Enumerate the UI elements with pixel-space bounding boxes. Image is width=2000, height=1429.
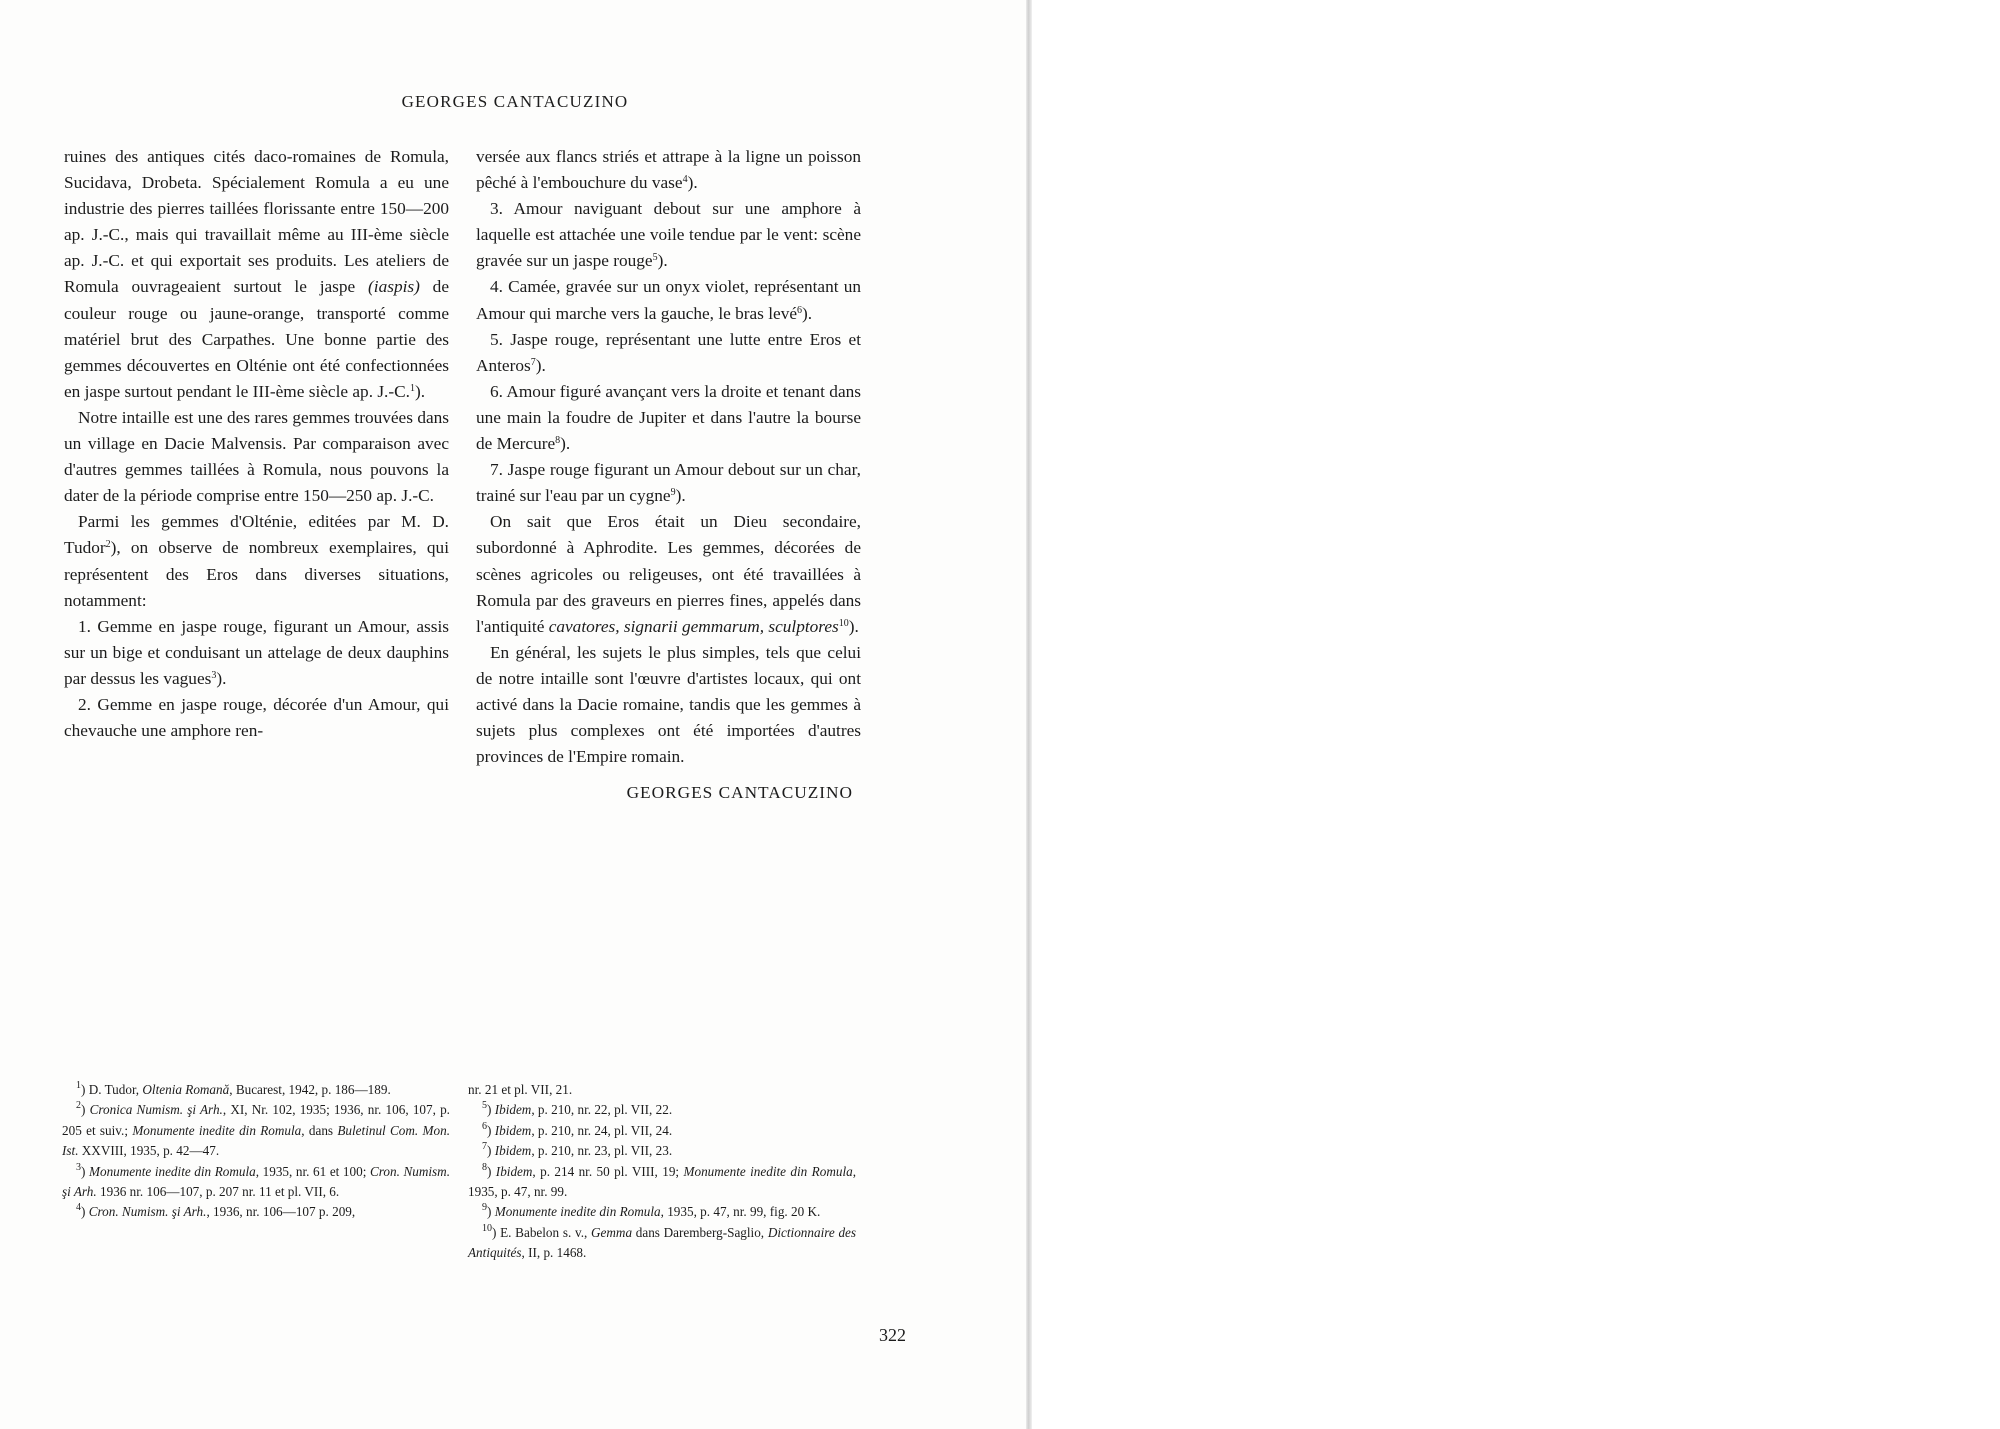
text-run: ). xyxy=(414,381,426,401)
text-run: 4. Camée, gravée sur un onyx violet, représentant un Amour qui marche vers la gauche, le bras levé xyxy=(476,277,861,323)
footnote-ref: 9 xyxy=(670,487,676,499)
footnote xyxy=(62,1100,450,1161)
footnote xyxy=(62,1162,450,1203)
text-run: dans Daremberg-Saglio, xyxy=(632,1224,768,1240)
paragraph xyxy=(64,144,449,405)
text-run: ) xyxy=(81,1102,90,1118)
footnote-ref: 10 xyxy=(482,1222,492,1234)
footnotes-right xyxy=(468,1080,856,1264)
italic-text: Monumente inedite din Romula xyxy=(88,1163,256,1179)
text-run: ) xyxy=(487,1204,495,1220)
text-run: ). xyxy=(560,434,571,454)
text-run: 7. Jaspe rouge figurant un Amour debout sur un char, trainé sur l'eau par un cygne xyxy=(476,460,861,506)
footnote-ref: 3 xyxy=(76,1161,81,1173)
footnote-ref: 3 xyxy=(211,669,217,681)
text-run: , p. 210, nr. 22, pl. VII, 22. xyxy=(531,1102,673,1118)
paragraph xyxy=(476,640,861,770)
text-run: ) xyxy=(81,1204,89,1220)
footnote xyxy=(468,1080,856,1100)
footnote xyxy=(468,1141,856,1161)
paragraph xyxy=(476,327,861,379)
italic-text: Cron. Numism. şi Arh. xyxy=(62,1163,450,1200)
text-run: ) xyxy=(487,1143,495,1159)
text-run: ) xyxy=(487,1122,495,1138)
italic-text: Ibidem xyxy=(495,1163,533,1179)
italic-text: Cron. Numism. şi Arh. xyxy=(88,1204,207,1220)
italic-text: (iaspis) xyxy=(368,277,420,297)
text-run: , II, p. 1468. xyxy=(521,1245,587,1261)
paragraph xyxy=(476,144,861,196)
footnote-ref: 2 xyxy=(76,1100,81,1112)
text-run: , 1936, nr. 106—107 p. 209, xyxy=(206,1204,356,1220)
text-run: ruines des antiques cités daco-romaines de Romula, Sucidava, Drobeta. Spécialement Romula a eu une industrie des pierres taillées florissante entre 150—200 ap. J.-C., mais qui travaillait même au III-ème siècle ap. J.-C. et qui exportait ses produits. Les ateliers de Romula ouvrageaient surtout le jaspe xyxy=(64,147,449,297)
author-signature: GEORGES CANTACUZINO xyxy=(626,783,853,803)
footnote xyxy=(468,1223,856,1264)
footnotes-left xyxy=(62,1080,450,1223)
text-run: ) xyxy=(81,1163,89,1179)
footnote-ref: 4 xyxy=(682,174,688,186)
footnote-ref: 7 xyxy=(530,356,536,368)
italic-text: Dictionnaire des Antiquités xyxy=(468,1224,857,1261)
paragraph xyxy=(476,509,861,639)
text-run: , p. 214 nr. 50 pl. VIII, 19; xyxy=(532,1163,684,1179)
text-run: ). xyxy=(675,486,686,506)
paragraph xyxy=(64,614,449,692)
text-run: de couleur rouge ou jaune-orange, transporté comme matériel brut des Carpathes. Une bonne partie des gemmes découvertes en Olténie ont été confectionnées en jaspe surtout pendant le III-ème siècle ap. J.-C. xyxy=(64,277,449,401)
text-run: ). xyxy=(216,668,227,688)
footnote-ref: 5 xyxy=(652,252,658,264)
text-run: Notre intaille est une des rares gemmes trouvées dans un village en Dacie Malvensis. Par comparaison avec d'autres gemmes taillées à Romula, nous pouvons la dater de la période comprise entre 150—250 ap. J.-C. xyxy=(64,407,449,506)
text-run: 1. Gemme en jaspe rouge, figurant un Amour, assis sur un bige et conduisant un attelage de deux dauphins par dessus les vagues xyxy=(64,616,449,688)
text-run: 1936 nr. 106—107, p. 207 nr. 11 et pl. VII, 6. xyxy=(96,1184,340,1200)
text-run: ) E. Babelon s. v., xyxy=(492,1224,592,1240)
italic-text: Buletinul Com. Mon. Ist. xyxy=(62,1122,451,1159)
footnote-ref: 10 xyxy=(838,617,849,629)
text-run: 6. Amour figuré avançant vers la droite et tenant dans une main la foudre de Jupiter et dans l'autre la bourse de Mercure xyxy=(476,381,861,454)
text-run: , 1935, p. 47, nr. 99, fig. 20 K. xyxy=(660,1204,821,1220)
text-run: ) xyxy=(487,1163,496,1179)
footnote-ref: 5 xyxy=(482,1100,487,1112)
italic-text: Ibidem xyxy=(494,1143,532,1159)
footnote xyxy=(468,1202,856,1222)
text-run: , dans xyxy=(301,1122,338,1138)
text-run: Parmi les gemmes d'Olténie, editées par M. D. Tudor xyxy=(64,512,449,558)
footnote-ref: 8 xyxy=(482,1161,487,1173)
text-run: 5. Jaspe rouge, représentant une lutte entre Eros et Anteros xyxy=(476,329,861,375)
footnote xyxy=(62,1202,450,1222)
footnote-ref: 8 xyxy=(555,435,561,447)
footnote xyxy=(468,1162,856,1203)
text-run: ). xyxy=(535,355,546,375)
footnote-ref: 9 xyxy=(482,1202,487,1214)
text-run: , 1935, p. 47, nr. 99. xyxy=(468,1163,856,1200)
italic-text: Monumente inedite din Romula xyxy=(132,1122,302,1138)
text-run: ). xyxy=(657,251,668,271)
footnote-ref: 6 xyxy=(482,1120,487,1132)
text-run: On sait que Eros était un Dieu secondaire, subordonné à Aphrodite. Les gemmes, décorées de scènes agricoles ou religeuses, ont été travaillées à Romula par des graveurs en pierres fines, appelés dans l'antiquité xyxy=(476,512,861,636)
paragraph xyxy=(476,196,861,274)
footnote xyxy=(468,1100,856,1120)
page-number: 322 xyxy=(879,1325,906,1345)
text-run: En général, les sujets le plus simples, tels que celui de notre intaille sont l'œuvre d'artistes locaux, qui ont activé dans la Dacie romaine, tandis que les gemmes à sujets plus complexes ont été importées d'autres provinces de l'Empire romain. xyxy=(476,642,861,767)
text-run: , XI, Nr. 102, 1935; 1936, nr. 106, 107, p. 205 et suiv.; xyxy=(62,1102,450,1138)
italic-text: Ibidem xyxy=(494,1122,532,1138)
text-run: , 1935, nr. 61 et 100; xyxy=(255,1163,370,1179)
footnote xyxy=(468,1121,856,1141)
footnote-ref: 1 xyxy=(76,1080,81,1091)
text-run: 3. Amour naviguant debout sur une amphore à laquelle est attachée une voile tendue par le vent: scène gravée sur un jaspe rouge xyxy=(476,199,861,271)
footnote-ref: 6 xyxy=(797,304,803,316)
footnote xyxy=(62,1080,450,1100)
paragraph xyxy=(476,457,861,509)
text-run: XXVIII, 1935, p. 42—47. xyxy=(78,1143,220,1159)
italic-text: Oltenia Romană xyxy=(142,1082,230,1097)
italic-text: Cronica Numism. şi Arh. xyxy=(89,1102,223,1118)
paragraph xyxy=(64,405,449,509)
text-run: , p. 210, nr. 24, pl. VII, 24. xyxy=(531,1122,673,1138)
italic-text: Ibidem xyxy=(494,1102,532,1118)
text-run: ). xyxy=(687,173,698,193)
text-column-left xyxy=(64,144,449,744)
text-run: ) D. Tudor, xyxy=(81,1082,143,1097)
text-run: , p. 210, nr. 23, pl. VII, 23. xyxy=(531,1143,673,1159)
running-head: GEORGES CANTACUZINO xyxy=(401,92,629,111)
text-run: ). xyxy=(802,303,813,323)
footnote-ref: 1 xyxy=(409,382,415,394)
footnote-ref: 7 xyxy=(482,1141,487,1153)
text-run: versée aux flancs striés et attrape à la ligne un poisson pêché à l'embouchure du vase xyxy=(476,147,861,193)
blank-right-page xyxy=(1032,0,2000,1429)
paragraph xyxy=(476,379,861,457)
text-run: , Bucarest, 1942, p. 186—189. xyxy=(229,1082,391,1097)
text-run: ), on observe de nombreux exemplaires, qui représentent des Eros dans diverses situations, notamment: xyxy=(64,538,449,610)
italic-text: Monumente inedite din Romula xyxy=(683,1163,853,1179)
text-run: ) xyxy=(487,1102,495,1118)
text-column-right xyxy=(476,144,861,806)
text-column-right-body xyxy=(476,144,861,770)
text-run: ). xyxy=(848,616,859,636)
italic-text: Gemma xyxy=(591,1224,633,1240)
text-run: 2. Gemme en jaspe rouge, décorée d'un Amour, qui chevauche une amphore ren- xyxy=(64,694,449,741)
italic-text: cavatores, signarii gemmarum, sculptores xyxy=(548,616,839,636)
text-run: nr. 21 et pl. VII, 21. xyxy=(468,1082,573,1097)
paragraph xyxy=(476,274,861,326)
footnote-ref: 4 xyxy=(76,1202,81,1214)
footnote-ref: 2 xyxy=(105,539,111,551)
italic-text: Monumente inedite din Romula xyxy=(494,1204,661,1220)
paragraph xyxy=(64,692,449,744)
paragraph xyxy=(64,509,449,613)
